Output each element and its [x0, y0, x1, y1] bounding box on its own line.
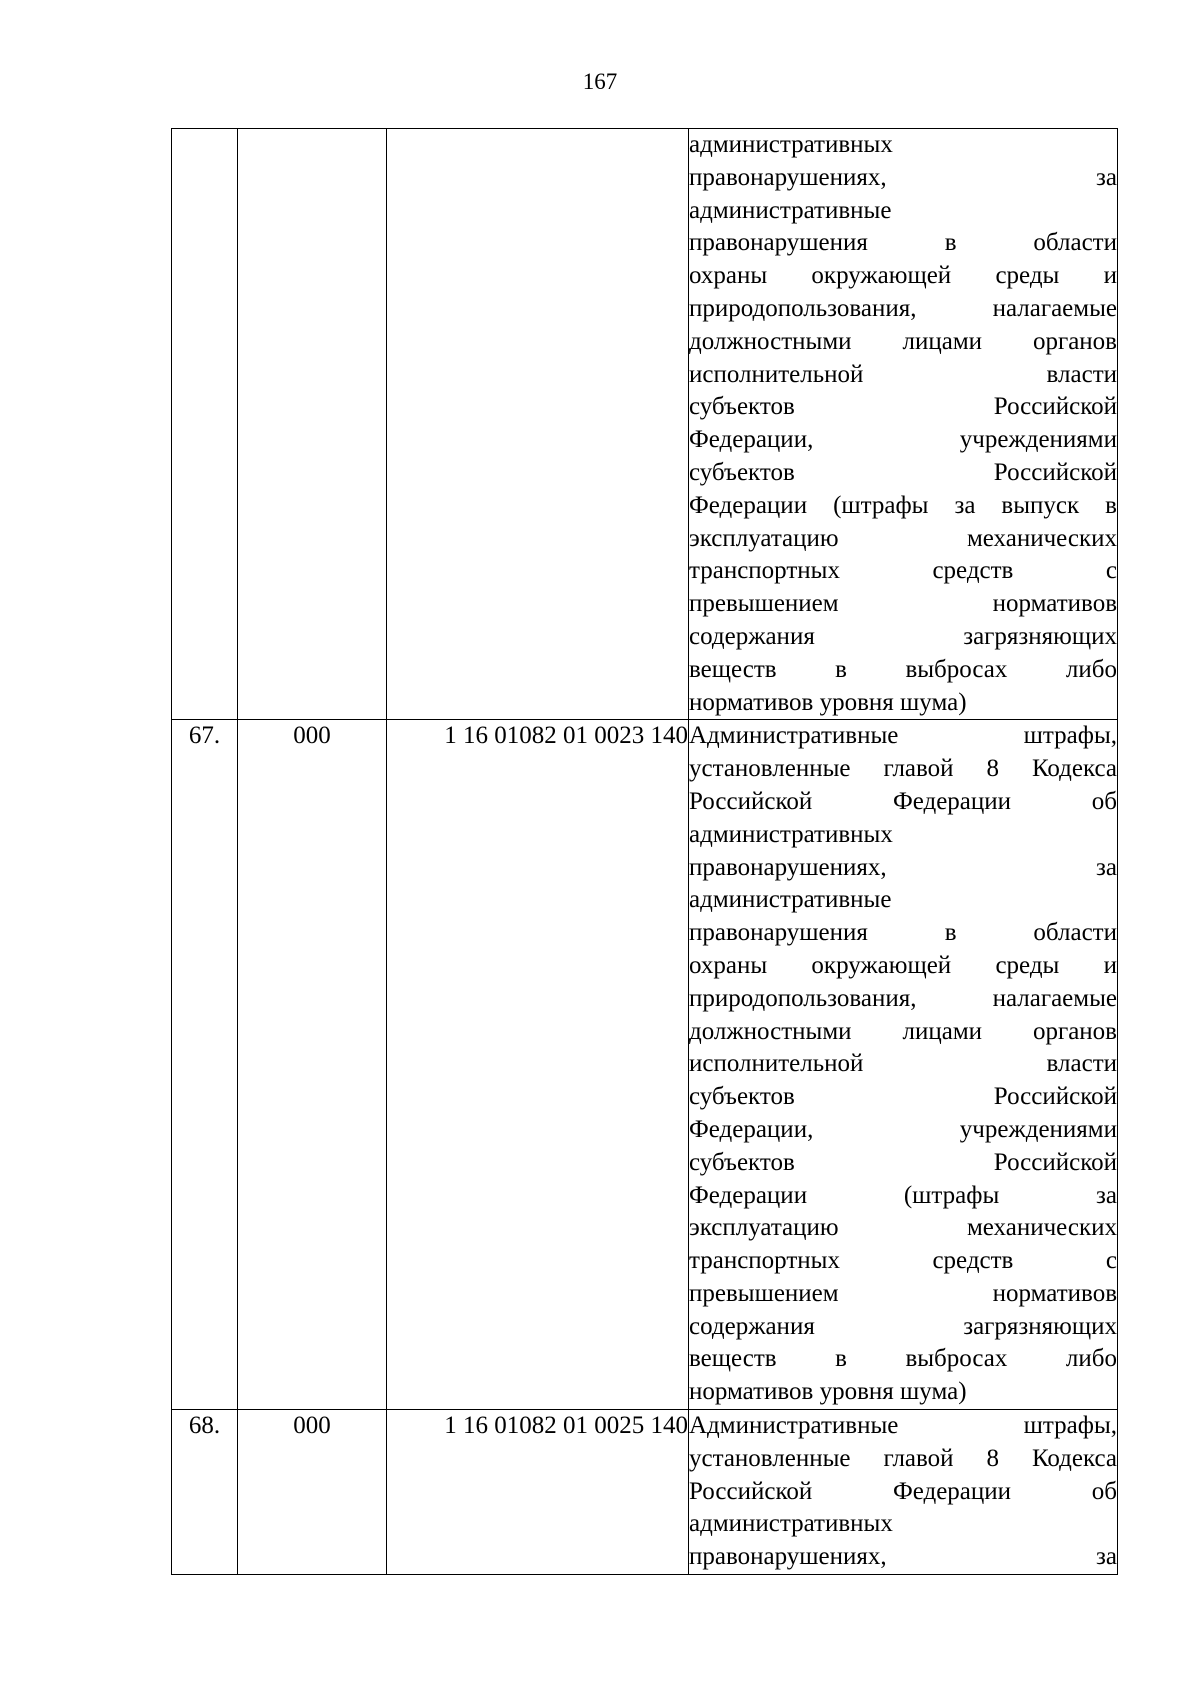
description-line — [689, 1311, 1117, 1344]
description-word: (штрафы — [903, 1181, 1000, 1209]
table-body — [172, 129, 1118, 1575]
description-cell — [689, 129, 1118, 720]
description-word: нормативов — [992, 590, 1117, 618]
description-word: транспортных — [689, 1247, 840, 1275]
description-line — [689, 1376, 1117, 1409]
description-word: лицами — [902, 1017, 983, 1045]
administrator-code-cell — [238, 129, 387, 720]
description-word: налагаемые — [992, 984, 1117, 1012]
description-word: эксплуатацию — [689, 1214, 839, 1242]
description-line — [689, 1541, 1117, 1574]
description-word: веществ — [689, 1345, 777, 1373]
description-line — [689, 457, 1117, 490]
description-line — [689, 950, 1117, 983]
budget-code-cell: 1 16 01082 01 0025 140 — [387, 1410, 689, 1575]
description-word: в — [835, 655, 847, 683]
description-line — [689, 786, 1117, 819]
description-word: среды — [995, 262, 1060, 290]
description-word: за — [954, 491, 976, 519]
description-word: веществ — [689, 655, 777, 683]
description-word: эксплуатацию — [689, 524, 839, 552]
description-line — [689, 359, 1117, 392]
description-word: административные — [689, 196, 892, 224]
description-line — [689, 1180, 1117, 1213]
description-word: Кодекса — [1031, 1444, 1117, 1472]
description-line — [689, 1212, 1117, 1245]
description-word: учреждениями — [959, 426, 1117, 454]
description-line — [689, 687, 1117, 720]
description-word: за — [1096, 853, 1117, 881]
description-line — [689, 1114, 1117, 1147]
description-word: Российской — [689, 1477, 813, 1505]
description-line — [689, 1245, 1117, 1278]
description-word: административные — [689, 886, 892, 914]
page-number: 167 — [582, 69, 618, 94]
description-word: окружающей — [811, 951, 952, 979]
description-word: исполнительной — [689, 1050, 864, 1078]
description-word: Административные — [689, 722, 899, 750]
description-word: выпуск — [1001, 491, 1080, 519]
description-line — [689, 588, 1117, 621]
description-word: штрафы, — [1023, 722, 1117, 750]
description-word: в — [944, 919, 957, 947]
description-word: и — [1103, 262, 1117, 290]
description-word: лицами — [902, 327, 983, 355]
description-word: выбросах — [905, 1345, 1008, 1373]
description-word: 8 — [986, 755, 999, 783]
description-word: должностными — [689, 327, 852, 355]
description-word: органов — [1032, 1017, 1117, 1045]
description-word: установленные — [689, 1444, 851, 1472]
description-word: штрафы, — [1023, 1412, 1117, 1440]
description-word: правонарушения — [689, 919, 868, 947]
description-cell — [689, 720, 1118, 1410]
description-line — [689, 391, 1117, 424]
description-line — [689, 227, 1117, 260]
description-word: охраны — [689, 262, 768, 290]
description-word: нормативов — [992, 1279, 1117, 1307]
description-word: (штрафы — [833, 491, 929, 519]
description-word: за — [1096, 1543, 1117, 1571]
description-word: исполнительной — [689, 360, 864, 388]
description-line — [689, 1016, 1117, 1049]
description-line — [689, 1443, 1117, 1476]
description-word: нормативов уровня шума) — [689, 688, 967, 716]
description-word: должностными — [689, 1017, 852, 1045]
description-line — [689, 1476, 1117, 1509]
description-cell — [689, 1410, 1118, 1575]
description-word: административных — [689, 131, 893, 158]
description-line — [689, 195, 1117, 228]
description-word: Федерации — [689, 1181, 808, 1209]
description-word: органов — [1032, 327, 1117, 355]
description-line — [689, 1508, 1117, 1541]
description-word: в — [944, 229, 957, 257]
description-word: субъектов — [689, 393, 795, 421]
description-word: содержания — [689, 622, 815, 650]
administrator-code-cell: 000 — [238, 720, 387, 1410]
budget-classification-table — [171, 128, 1118, 1575]
description-word: природопользования, — [689, 984, 917, 1012]
description-word: загрязняющих — [963, 1312, 1117, 1340]
description-word: об — [1091, 787, 1117, 815]
description-line — [689, 720, 1117, 753]
description-word: области — [1033, 229, 1117, 257]
description-word: за — [1096, 163, 1117, 191]
description-word: власти — [1046, 1050, 1117, 1078]
description-line — [689, 1343, 1117, 1376]
description-word: субъектов — [689, 1148, 795, 1176]
description-word: об — [1091, 1477, 1117, 1505]
description-word: правонарушениях, — [689, 1543, 887, 1571]
row-number-cell: 68. — [172, 1410, 238, 1575]
description-line — [689, 162, 1117, 195]
description-word: среды — [995, 951, 1060, 979]
description-line — [689, 293, 1117, 326]
description-word: либо — [1065, 655, 1117, 683]
description-word: Федерации — [892, 787, 1012, 815]
description-line — [689, 1278, 1117, 1311]
description-word: превышением — [689, 1279, 839, 1307]
description-line — [689, 819, 1117, 852]
description-word: Кодекса — [1031, 755, 1117, 783]
description-word: Федерации — [689, 491, 808, 519]
description-word: охраны — [689, 951, 768, 979]
description-line — [689, 326, 1117, 359]
description-word: с — [1105, 1247, 1117, 1275]
description-line — [689, 523, 1117, 556]
description-word: власти — [1046, 360, 1117, 388]
description-word: средств — [932, 557, 1014, 585]
description-word: правонарушения — [689, 229, 868, 257]
description-word: в — [835, 1345, 847, 1373]
description-word: в — [1105, 491, 1117, 519]
description-word: средств — [932, 1247, 1014, 1275]
description-word: Федерации — [892, 1477, 1012, 1505]
description-line — [689, 753, 1117, 786]
row-number-cell: 67. — [172, 720, 238, 1410]
description-word: главой — [883, 1444, 954, 1472]
description-word: 8 — [986, 1444, 999, 1472]
description-word: административных — [689, 820, 893, 848]
description-line — [689, 1081, 1117, 1114]
description-word: превышением — [689, 590, 839, 618]
description-word: Административные — [689, 1412, 899, 1440]
description-word: Российской — [993, 1083, 1117, 1111]
description-word: налагаемые — [992, 294, 1117, 322]
description-word: установленные — [689, 755, 851, 783]
budget-code-cell — [387, 129, 689, 720]
table-row — [172, 720, 1118, 1410]
description-word: правонарушениях, — [689, 163, 887, 191]
description-word: содержания — [689, 1312, 815, 1340]
description-word: Российской — [993, 458, 1117, 486]
description-word: субъектов — [689, 458, 795, 486]
description-word: субъектов — [689, 1083, 795, 1111]
description-word: загрязняющих — [963, 622, 1117, 650]
description-word: правонарушениях, — [689, 853, 887, 881]
description-word: учреждениями — [959, 1115, 1117, 1143]
description-line — [689, 621, 1117, 654]
description-word: с — [1105, 557, 1117, 585]
description-word: Федерации, — [689, 426, 814, 454]
description-word: механических — [966, 524, 1117, 552]
description-word: области — [1033, 919, 1117, 947]
table-row — [172, 129, 1118, 720]
description-word: выбросах — [905, 655, 1008, 683]
description-word: главой — [883, 755, 954, 783]
description-line — [689, 1147, 1117, 1180]
description-word: окружающей — [811, 262, 952, 290]
description-line — [689, 555, 1117, 588]
description-line — [689, 1410, 1117, 1443]
budget-code-cell: 1 16 01082 01 0023 140 — [387, 720, 689, 1410]
description-line — [689, 490, 1117, 523]
description-word: механических — [966, 1214, 1117, 1242]
description-word: природопользования, — [689, 294, 917, 322]
description-word: Российской — [689, 787, 813, 815]
administrator-code-cell: 000 — [238, 1410, 387, 1575]
description-line — [689, 424, 1117, 457]
description-word: за — [1096, 1181, 1117, 1209]
description-word: административных — [689, 1510, 893, 1538]
description-line — [689, 260, 1117, 293]
description-word: и — [1103, 951, 1117, 979]
description-word: нормативов уровня шума) — [689, 1378, 967, 1406]
table-row — [172, 1410, 1118, 1575]
description-word: либо — [1065, 1345, 1117, 1373]
description-line — [689, 884, 1117, 917]
description-word: Российской — [993, 393, 1117, 421]
description-line — [689, 852, 1117, 885]
row-number-cell — [172, 129, 238, 720]
description-line — [689, 917, 1117, 950]
description-word: Федерации, — [689, 1115, 814, 1143]
description-line — [689, 129, 1117, 162]
description-word: транспортных — [689, 557, 840, 585]
description-line — [689, 654, 1117, 687]
description-word: Российской — [993, 1148, 1117, 1176]
description-line — [689, 1048, 1117, 1081]
description-line — [689, 983, 1117, 1016]
